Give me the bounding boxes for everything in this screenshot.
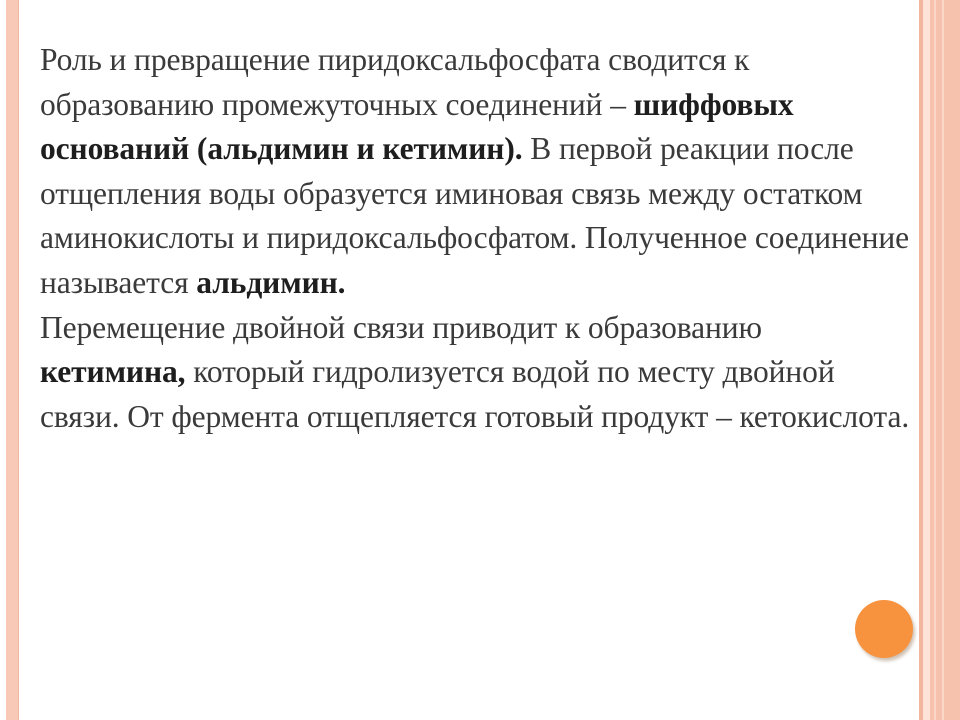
paragraph1-bold-schiff-bases: шиффовых оснований (альдимин и кетимин). bbox=[40, 86, 794, 167]
paragraph1-bold-aldimine: альдимин. bbox=[196, 264, 346, 300]
left-frame-border bbox=[6, 0, 19, 720]
paragraph-pyridoxal-role bbox=[40, 38, 910, 306]
paragraph1-text-1: Роль и превращение пиридоксальфосфата сводится к образованию промежуточных соединений – bbox=[40, 42, 750, 122]
decorative-orange-circle bbox=[855, 600, 913, 658]
paragraph2-text-1: Перемещение двойной связи приводит к образованию bbox=[40, 309, 762, 345]
right-frame-gap bbox=[923, 0, 930, 720]
paragraph-double-bond-shift bbox=[40, 306, 910, 440]
slide-body-text bbox=[40, 38, 910, 439]
paragraph2-bold-ketimine: кетимина, bbox=[40, 354, 186, 390]
paragraph2-text-2: который гидролизуется водой по месту двойной связи. От фермента отщепляется готовый продукт – кетокислота. bbox=[40, 354, 910, 434]
paragraph1-text-2: В первой реакции после отщепления воды образуется иминовая связь между остатком аминокислоты и пиридоксальфосфатом. Полученное соединение называется bbox=[40, 131, 909, 300]
right-frame-border bbox=[930, 0, 960, 720]
